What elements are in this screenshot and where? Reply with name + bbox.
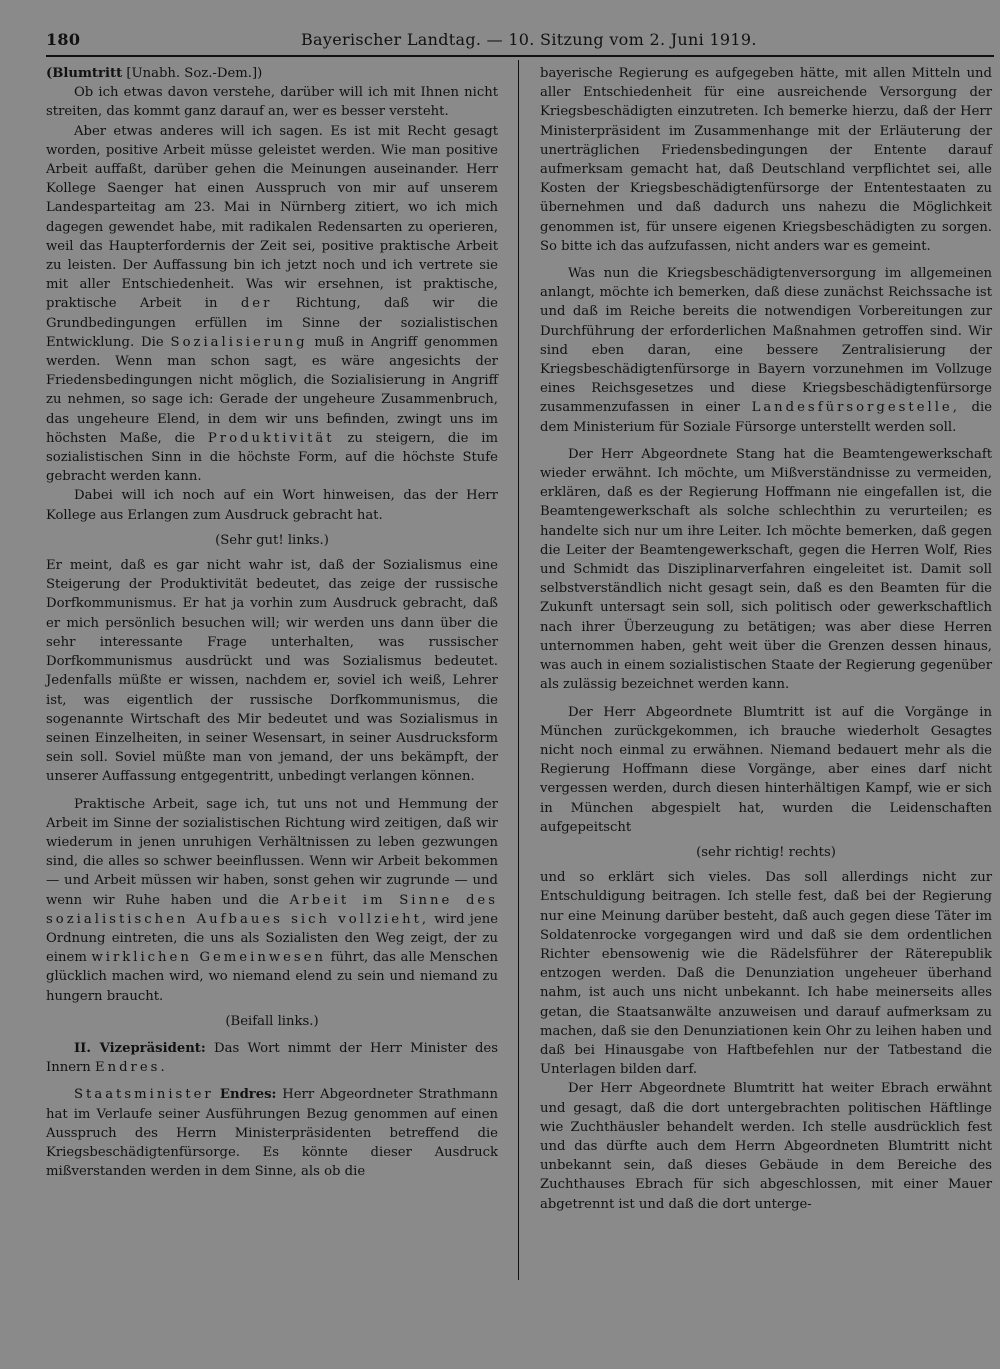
- text-run: Was nun die Kriegsbeschädigtenversorgung im allgemeinen anlangt, möchte ich bemerken, daß diese zunächst Reichssache ist und daß im Reiche bereits die notwendigen Vorbereitungen zur Durchführung der erforderlichen Maßnahmen getroffen sind. Wir sind eben daran, eine bessere Zentralisierung der Kriegsbeschädigtenfürsorge in Bayern vorzunehmen im Vollzuge eines Reichsgesetzes und diese Kriegsbeschädigtenfürsorge zusammenzufassen in einer: [540, 266, 992, 416]
- speaker-party: [Unabh. Soz.-Dem.]): [122, 66, 263, 81]
- interjection: (Beifall links.): [225, 1013, 319, 1029]
- text-run: Praktische Arbeit, sage ich, tut uns not und Hemmung der Arbeit im Sinne der sozialistischen Richtung wird zeitigen, daß wir wiederum in jenen unruhigen Verhältnissen zu leben gezwungen sind, die alles so schwer beeinflussen. Wenn wir Arbeit bekommen — und Arbeit müssen wir haben, sonst gehen wir zugrunde — und wenn wir Ruhe haben und die: [46, 796, 498, 908]
- page-number: 180: [46, 30, 81, 49]
- interjection: (sehr richtig! rechts): [696, 844, 836, 860]
- speaker-heading: (Blumtritt: [46, 66, 123, 81]
- paragraph: [46, 1039, 498, 1077]
- text-run: Herr Abgeordneter Strathmann hat im Verlaufe seiner Ausführungen Bezug genommen auf einen Ausspruch des Herrn Ministerpräsidenten betreffend die Kriegsbeschädigtenfürsorge. Es könnte dieser Ausdruck mißverstanden werden in dem Sinne, als ob die: [46, 1087, 498, 1180]
- running-title: Bayerischer Landtag. — 10. Sitzung vom 2. Juni 1919.: [301, 30, 757, 49]
- spaced-emphasis: Produktivität: [207, 430, 335, 446]
- spaced-emphasis: Landesfürsorgestelle,: [751, 400, 960, 416]
- left-column: [46, 64, 498, 1181]
- spaced-emphasis: der: [240, 296, 273, 312]
- text-run: Aber etwas anderes will ich sagen. Es ist mit Recht gesagt worden, positive Arbeit müsse geleistet werden. Wie man positive Arbeit auffaßt, darüber gehen die Meinungen auseinander. Herr Kollege Saenger hat einen Ausspruch von mir auf unserem Landesparteitag am 23. Mai in Nürnberg zitiert, wo ich mich dagegen gewendet habe, mit radikalen Redensarten zu operieren, weil das Haupterfordernis der Zeit sei, positive praktische Arbeit zu leisten. Der Auffassung bin ich jetzt noch und ich vertrete sie mit aller Entschiedenheit. Was wir ersehnen, ist praktische, praktische Arbeit in: [46, 123, 498, 312]
- paragraph: bayerische Regierung es aufgegeben hätte, mit allen Mitteln und aller Entschiedenheit für eine ausreichende Versorgung der Kriegsbeschädigten einzutreten. Ich bemerke hierzu, daß der Herr Ministerpräsident im Zusammenhange mit der Erläuterung der unerträglichen Friedensbedingungen der Entente darauf aufmerksam gemacht hat, daß Deutschland verpflichtet sei, alle Kosten der Kriegsbeschädigtenfürsorge der Ententestaaten zu übernehmen und daß dadurch uns nahezu die Möglichkeit genommen ist, für unsere eigenen Kriegsbeschädigten zu sorgen. So bitte ich das aufzufassen, nicht anders war es gemeint.: [540, 66, 992, 254]
- text-run: zu steigern, die im sozialistischen Sinn in die höchste Form, auf die höchste Stufe gebracht werden kann.: [46, 430, 498, 485]
- text-run: Das Wort nimmt der Herr Minister des Innern: [46, 1040, 499, 1076]
- speaker-heading-line: [46, 64, 498, 83]
- paragraph: Ob ich etwas davon verstehe, darüber will ich mit Ihnen nicht streiten, das kommt ganz darauf an, wer es besser versteht.: [46, 85, 498, 120]
- text-run: die dem Ministerium für Soziale Fürsorge unterstellt werden soll.: [540, 400, 993, 435]
- text-run: Richtung, daß wir die Grundbedingungen erfüllen im Sinne der sozialistischen Entwicklung. Die: [46, 296, 498, 350]
- text-run: wird jene Ordnung eintreten, die uns als Sozialisten den Weg zeigt, der zu einem: [46, 911, 499, 966]
- speaker-heading: Endres:: [213, 1087, 277, 1103]
- paragraph: [540, 264, 992, 437]
- paragraph: Er meint, daß es gar nicht wahr ist, daß der Sozialismus eine Steigerung der Produktivität bedeutet, das zeige der russische Dorfkommunismus. Er hat ja vorhin zum Ausdruck gebracht, daß er mich persönlich besuchen will; wir werden uns dann über die sehr interessante Frage unterhalten, was russischer Dorfkommunismus ausdrückt und was Sozialismus bedeutet. Jedenfalls müßte er wissen, nachdem er, soviel ich weiß, Lehrer ist, was eigentlich der russische Dorfkommunismus, die sogenannte Wirtschaft des Mir bedeutet und was Sozialismus in seinen Einzelheiten, in seiner Wesensart, in seiner Ausdrucksform sein soll. Soviel müßte man von jemand, der uns bekämpft, der unserer Auffassung entgegentritt, unbedingt verlangen können.: [46, 558, 498, 785]
- spaced-emphasis: Staatsminister: [74, 1087, 214, 1103]
- paragraph: Der Herr Abgeordnete Blumtritt ist auf die Vorgänge in München zurückgekommen, ich brauche wiederholt Gesagtes nicht noch einmal zu erwähnen. Niemand bedauert mehr als die Regierung Hoffmann diese Vorgänge, aber eines darf nicht vergessen werden, durch diesen hinterhältigen Kampf, wie er sich in München abgespielt hat, wurden die Leidenschaften aufgepeitscht: [540, 704, 992, 835]
- right-column: [540, 64, 992, 1214]
- paragraph: [46, 1085, 498, 1181]
- paragraph: [46, 122, 498, 487]
- interjection: (Sehr gut! links.): [215, 532, 329, 548]
- paragraph: Dabei will ich noch auf ein Wort hinweisen, das der Herr Kollege aus Erlangen zum Ausdruck gebracht hat.: [46, 488, 498, 523]
- paragraph: Der Herr Abgeordnete Blumtritt hat weiter Ebrach erwähnt und gesagt, daß die dort untergebrachten politischen Häftlinge wie Zuchthäusler behandelt werden. Ich stelle ausdrücklich fest und das dürfte auch dem Herrn Abgeordneten Blumtritt nicht unbekannt sein, daß dieses Gebäude in dem Bereiche des Zuchthauses Ebrach für sich abgeschlossen, mit einer Mauer abgetrennt ist und daß die dort unterge-: [540, 1081, 992, 1212]
- text-run: muß in Angriff genommen werden. Wenn man schon sagt, es wäre angesichts der Friedensbedingungen nicht möglich, die Sozialisierung in Angriff zu nehmen, so sage ich: Gerade der ungeheure Zusammenbruch, das ungeheure Elend, in dem wir uns befinden, zwingt uns im höchsten Maße, die: [46, 334, 498, 446]
- paragraph: Der Herr Abgeordnete Stang hat die Beamtengewerkschaft wieder erwähnt. Ich möchte, um Mißverständnisse zu vermeiden, erklären, daß es der Regierung Hoffmann nie eingefallen ist, die Beamtengewerkschaft als solche schlechthin zu verurteilen; es handelte sich nur um ihre Leiter. Ich möchte bemerken, daß gegen die Leiter der Beamtengewerkschaft, gegen die Herren Wolf, Ries und Schmidt das Disziplinarverfahren eingeleitet ist. Damit soll selbstverständlich nicht gesagt sein, daß es den Beamten für die Zukunft untersagt sein soll, sich politisch oder gewerkschaftlich nach ihrer Überzeugung zu betätigen; was aber diese Herren unternommen haben, geht weit über die Grenzen dessen hinaus, was auch in einem sozialistischen Staate der Regierung gegenüber als zulässig bezeichnet werden kann.: [540, 446, 992, 693]
- page-header: [46, 30, 994, 54]
- paragraph: [46, 795, 498, 1006]
- header-rule: [46, 55, 994, 57]
- paragraph: und so erklärt sich vieles. Das soll allerdings nicht zur Entschuldigung beitragen. Ich stelle fest, daß bei der Regierung nur eine Meinung darüber besteht, daß auch gegen diese Täter im Soldatenrocke vorgegangen wird und daß sie dem ordentlichen Richter ebensowenig wie die Rädelsführer der Räterepublik entzogen werden. Daß die Denunziation ungeheuer überhand nahm, ist auch uns nicht unbekannt. Ich habe meinerseits alles getan, die Staatsanwälte anzuweisen und darauf aufmerksam zu machen, daß sie den Denunziationen kein Ohr zu leihen haben und daß bei Hinausgabe von Haftbefehlen nur der Tatbestand die Unterlagen bilden darf.: [540, 870, 992, 1078]
- spaced-emphasis: Arbeit im Sinne des sozialistischen Aufbaues sich vollzieht,: [46, 892, 499, 927]
- text-run: führt, das alle Menschen glücklich machen wird, wo niemand elend zu sein und niemand zu hungern braucht.: [46, 950, 498, 1004]
- spaced-emphasis: wirklichen Gemeinwesen: [91, 950, 326, 966]
- spaced-emphasis: Sozialisierung: [170, 334, 308, 350]
- column-divider: [518, 60, 519, 1280]
- spaced-emphasis: Endres.: [95, 1060, 168, 1076]
- speaker-heading: II. Vizepräsident:: [74, 1040, 206, 1056]
